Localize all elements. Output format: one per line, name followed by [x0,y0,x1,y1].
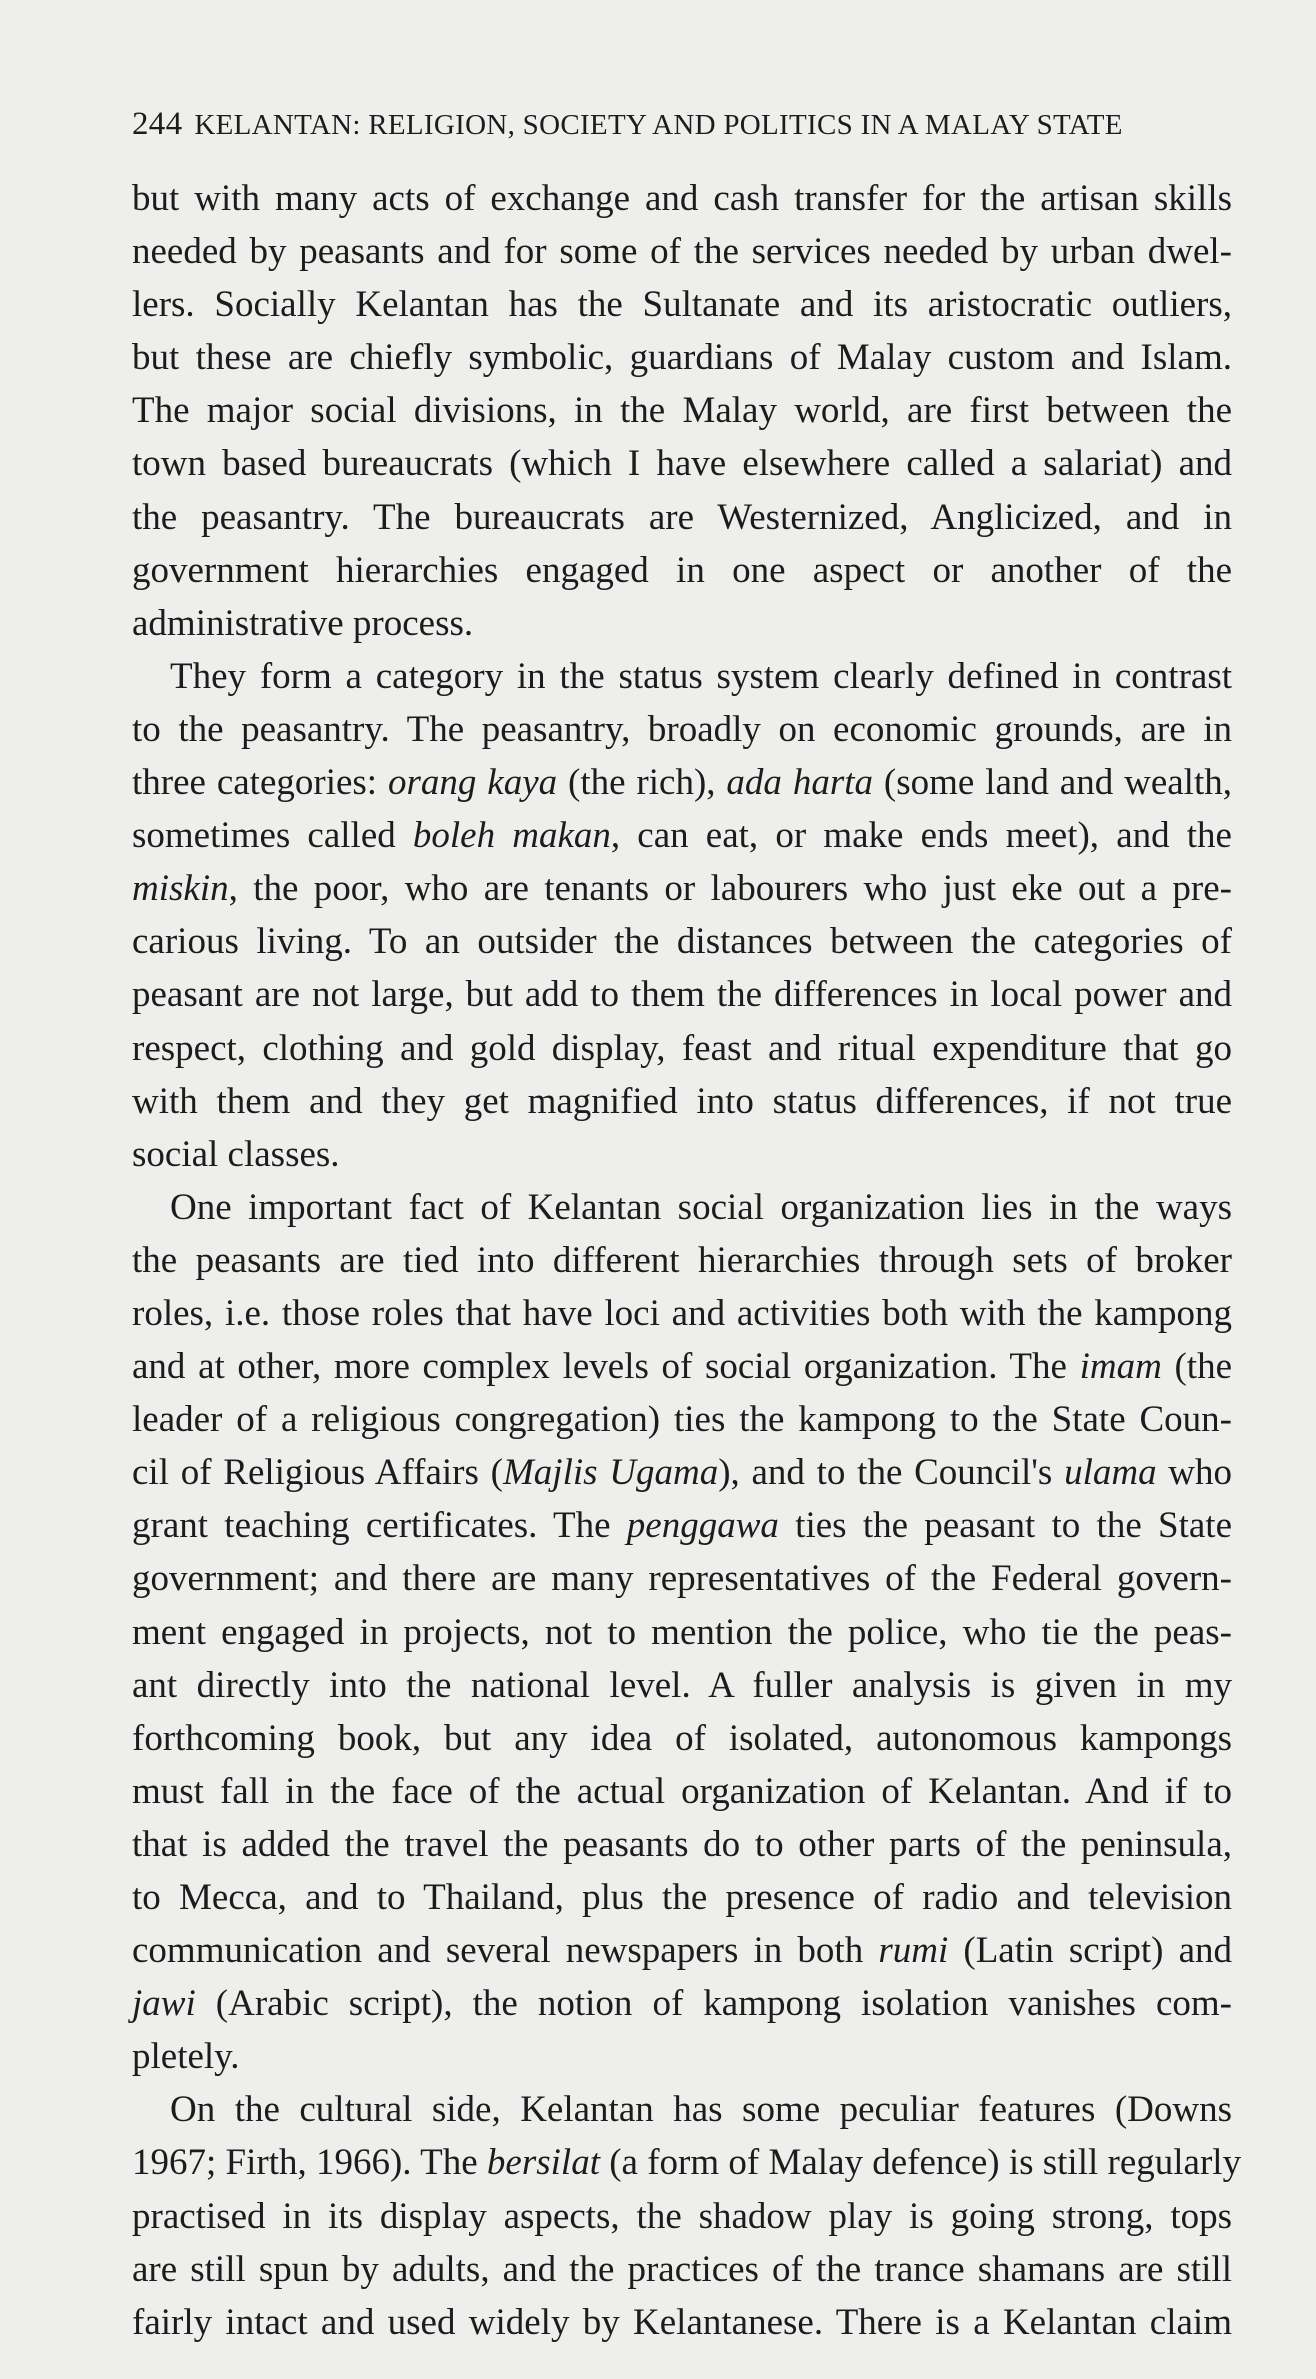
text-line [132,1234,1232,1287]
text-line [132,1499,1232,1552]
text-run: but with many acts of exchange and cash transfer for the artisan skills [132,178,1232,219]
text-run: leader of a religious congregation) ties the kampong to the State Coun- [132,1399,1232,1441]
text-line [132,703,1232,756]
text-line [132,597,1232,650]
text-run: the peasantry. The bureaucrats are Westernized, Anglicized, and in [132,496,1232,538]
text-line [132,915,1232,968]
italic-term: boleh makan [412,815,611,857]
text-line [132,1022,1232,1075]
italic-term: penggawa [626,1505,779,1547]
text-run: (the [1161,1346,1232,1388]
text-run: carious living. To an outsider the distances between the categories of [132,921,1232,963]
text-run: social classes. [132,1133,340,1175]
text-line [132,1340,1232,1393]
text-run: 1967; Firth, 1966). The [132,2142,487,2184]
italic-term: miskin [132,868,229,910]
text-line [132,331,1232,384]
text-line [132,544,1232,597]
text-run: and at other, more complex levels of social organization. The [132,1346,1080,1388]
text-run: They form a category in the status system clearly defined in contrast [170,655,1232,697]
text-run: the peasants are tied into different hierarchies through sets of broker [132,1239,1232,1281]
text-line [132,756,1232,809]
text-run: ), and to the Council's [718,1452,1065,1494]
text-line [132,1818,1232,1871]
text-run: respect, clothing and gold display, feast and ritual expenditure that go [132,1027,1232,1069]
text-run: forthcoming book, but any idea of isolated, autonomous kampongs [132,1717,1232,1759]
text-line [132,2243,1232,2296]
text-line [132,1765,1232,1818]
text-line [132,278,1232,331]
text-run: ties the peasant to the State [778,1505,1232,1547]
text-line [132,1128,1232,1181]
text-run: peasant are not large, but add to them the differences in local power and [132,974,1232,1016]
text-run: (some land and wealth, [873,762,1232,804]
text-run: fairly intact and used widely by Kelantanese. There is a Kelantan claim [132,2301,1232,2343]
text-run: grant teaching certificates. The [132,1505,627,1547]
text-line [132,172,1232,225]
text-line [132,1287,1232,1340]
text-run: communication and several newspapers in both [132,1930,879,1972]
text-run: On the cultural side, Kelantan has some peculiar features (Downs [170,2089,1232,2131]
text-run: must fall in the face of the actual organization of Kelantan. And if to [132,1770,1232,1812]
text-line [132,1712,1232,1765]
text-run: needed by peasants and for some of the services needed by urban dwel- [132,231,1232,273]
text-run: pletely. [132,2036,240,2078]
text-run: (the rich), [557,762,727,804]
text-line [132,2136,1242,2189]
text-run: , the poor, who are tenants or labourers who just eke out a pre- [228,868,1232,910]
text-line [132,384,1232,437]
text-run: cil of Religious Affairs ( [132,1452,503,1494]
text-run: , can eat, or make ends meet), and the [610,815,1232,857]
text-line [132,1977,1232,2030]
text-line [132,1393,1232,1446]
text-run: practised in its display aspects, the shadow play is going strong, tops [132,2195,1232,2237]
text-run: government hierarchies engaged in one aspect or another of the [132,549,1232,591]
text-run: but these are chiefly symbolic, guardians of Malay custom and Islam. [132,337,1232,379]
text-run: that is added the travel the peasants do to other parts of the peninsula, [132,1823,1232,1865]
text-run: (Arabic script), the notion of kampong isolation vanishes com- [195,1983,1232,2025]
text-run: to the peasantry. The peasantry, broadly on economic grounds, are in [132,708,1232,750]
italic-term: orang kaya [387,762,558,804]
italic-term: ulama [1064,1452,1157,1494]
text-line [132,1446,1232,1499]
text-line [132,809,1232,862]
text-line [132,2190,1232,2243]
text-line [132,862,1232,915]
text-line [132,437,1232,490]
text-line [132,2030,1232,2083]
text-run: are still spun by adults, and the practices of the trance shamans are still [132,2248,1232,2290]
text-line [132,491,1232,544]
text-run: ment engaged in projects, not to mention the police, who tie the peas- [132,1611,1232,1653]
text-run: who [1156,1452,1233,1494]
italic-term: rumi [878,1930,949,1972]
text-line [132,1871,1232,1924]
italic-term: jawi [132,1983,196,2025]
italic-term: Majlis Ugama [502,1452,719,1494]
body-text [132,172,1242,2349]
text-line [132,225,1232,278]
text-line [132,650,1232,703]
running-title: KELANTAN: RELIGION, SOCIETY AND POLITICS IN A MALAY STATE [194,109,1123,141]
text-line [132,2296,1232,2349]
text-run: sometimes called [132,815,413,857]
text-line [132,1924,1232,1977]
text-line [132,1181,1232,1234]
text-line [132,1606,1232,1659]
page-number: 244 [132,106,183,142]
text-line [132,1659,1232,1712]
text-run: government; and there are many representatives of the Federal govern- [132,1558,1232,1600]
text-line [132,968,1232,1021]
text-run: administrative process. [132,602,474,644]
text-run: ant directly into the national level. A fuller analysis is given in my [132,1664,1232,1706]
text-run: to Mecca, and to Thailand, plus the presence of radio and television [132,1877,1232,1918]
text-line [132,2083,1232,2136]
text-run: The major social divisions, in the Malay world, are first between the [132,390,1232,432]
italic-term: bersilat [486,2142,600,2184]
text-run: town based bureaucrats (which I have elsewhere called a salariat) and [132,443,1232,485]
text-line [132,1075,1232,1128]
text-run: (a form of Malay defence) is still regularly [599,2142,1242,2184]
text-run: (Latin script) and [948,1930,1232,1972]
text-run: lers. Socially Kelantan has the Sultanate and its aristocratic outliers, [132,284,1232,326]
text-run: three categories: [132,762,388,804]
text-run: One important fact of Kelantan social organization lies in the ways [170,1186,1232,1228]
running-head [132,106,1123,143]
text-run: roles, i.e. those roles that have loci and activities both with the kampong [132,1292,1232,1334]
italic-term: imam [1079,1346,1162,1388]
text-line [132,1552,1232,1605]
text-run: with them and they get magnified into status differences, if not true [132,1080,1232,1122]
italic-term: ada harta [726,762,873,804]
